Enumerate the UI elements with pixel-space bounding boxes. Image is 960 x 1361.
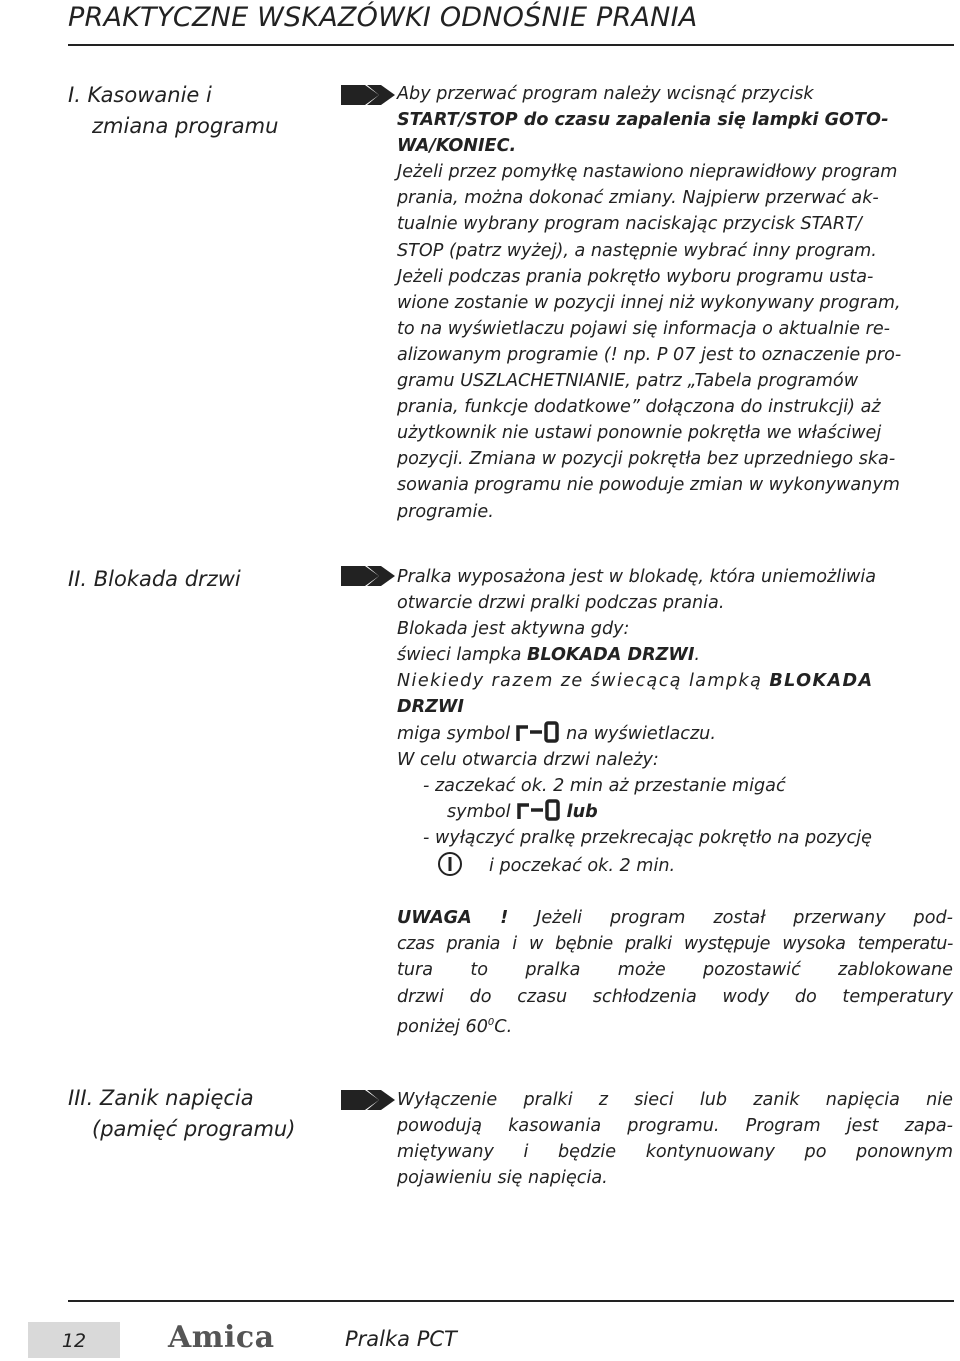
- text-line: Jeżeli przez pomyłkę nastawiono nieprawidłowy program: [397, 162, 898, 183]
- text-line: świeci lampka BLOKADA DRZWI.: [397, 645, 700, 666]
- section-1-label-line-2: zmiana programu: [92, 114, 279, 138]
- text-line: Blokada jest aktywna gdy:: [397, 619, 630, 640]
- text-line: użytkownik nie ustawi ponownie pokrętła we właściwej: [397, 423, 882, 444]
- text-line: DRZWI: [397, 697, 464, 718]
- double-arrow-icon: [341, 85, 395, 105]
- warning-line: UWAGA ! Jeżeli program został przerwany pod-: [397, 908, 953, 929]
- text-line: STOP (patrz wyżej), a następnie wybrać inny program.: [397, 240, 877, 261]
- section-2-label-line-1: II. Blokada drzwi: [68, 567, 241, 591]
- text-line: START/STOP do czasu zapalenia się lampki GOTO-: [397, 110, 889, 131]
- text-line: otwarcie drzwi pralki podczas prania.: [397, 593, 725, 614]
- text-line: pozycji. Zmiana w pozycji pokrętła bez uprzedniego ska-: [397, 449, 896, 470]
- section-3-label-line-2: (pamięć programu): [92, 1117, 296, 1141]
- section-label-3: [68, 1083, 295, 1145]
- text-line: powodują kasowania programu. Program jest zapa-: [397, 1116, 953, 1137]
- warning-line: poniżej $60^0C$.: [397, 1016, 513, 1037]
- warning-line: czas prania i w bębnie pralki występuje wysoka temperatu-: [397, 934, 953, 955]
- text-line: Aby przerwać program należy wcisnąć przycisk: [397, 84, 814, 104]
- text-line: alizowanym programie (! np. P 07 jest to oznaczenie pro-: [397, 344, 902, 365]
- off-position-icon: [437, 851, 463, 877]
- section-3-text: [397, 1087, 953, 1191]
- text-line: programie.: [397, 501, 494, 522]
- text-line: Wyłączenie pralki z sieci lub zanik napięcia nie: [397, 1090, 953, 1110]
- spacer: [397, 879, 953, 905]
- text-line: miętywany i będzie kontynuowany po ponownym: [397, 1142, 953, 1163]
- text-line: to na wyświetlaczu pojawi się informacja o aktualnie re-: [397, 318, 891, 339]
- text-line: symbol lub: [397, 799, 953, 825]
- text-line: prania, funkcje dodatkowe” dołączona do instrukcji) aż: [397, 397, 881, 418]
- warning-line: drzwi do czasu schłodzenia wody do temperatury: [397, 986, 953, 1007]
- door-lock-symbol-icon: [516, 721, 560, 743]
- brand-logo: Amica: [168, 1320, 275, 1355]
- text-line: Jeżeli podczas prania pokrętło wyboru programu usta-: [397, 266, 874, 287]
- text-line: W celu otwarcia drzwi należy:: [397, 749, 659, 770]
- double-arrow-icon: [341, 1090, 395, 1110]
- warning-line: tura to pralka może pozostawić zablokowane: [397, 960, 953, 981]
- page-title: PRAKTYCZNE WSKAZÓWKI ODNOŚNIE PRANIA: [68, 2, 698, 33]
- text-line: - wyłączyć pralkę przekrecając pokrętło na pozycję: [423, 827, 872, 848]
- product-name: Pralka PCT: [345, 1327, 457, 1351]
- text-line: WA/KONIEC.: [397, 136, 517, 157]
- text-line: - zaczekać ok. 2 min aż przestanie migać: [423, 775, 786, 796]
- text-line: sowania programu nie powoduje zmian w wykonywanym: [397, 475, 900, 496]
- text-line: prania, można dokonać zmiany. Najpierw przerwać ak-: [397, 188, 879, 209]
- text-line: tualnie wybrany program naciskając przycisk START/: [397, 214, 862, 235]
- text-line: pojawieniu się napięcia.: [397, 1168, 608, 1189]
- text-line: Pralka wyposażona jest w blokadę, która uniemożliwia: [397, 567, 877, 587]
- section-label-2: [68, 564, 241, 595]
- section-3-label-line-1: III. Zanik napięcia: [68, 1086, 254, 1110]
- section-1-text: [397, 81, 953, 525]
- section-label-1: [68, 80, 278, 142]
- section-2-text: [397, 564, 953, 1040]
- page-number: 12: [28, 1322, 120, 1358]
- text-line: i poczekać ok. 2 min.: [397, 851, 953, 879]
- section-1-label-line-1: I. Kasowanie i: [68, 83, 212, 107]
- footer-rule: [68, 1300, 954, 1302]
- text-line: wione zostanie w pozycji innej niż wykonywany program,: [397, 292, 901, 313]
- double-arrow-icon: [341, 566, 395, 586]
- door-lock-symbol-icon: [517, 799, 561, 821]
- title-rule: [68, 44, 954, 46]
- text-line: gramu USZLACHETNIANIE, patrz „Tabela programów: [397, 371, 859, 392]
- text-line: miga symbol na wyświetlaczu.: [397, 721, 953, 747]
- text-line: Niekiedy razem ze świecącą lampką BLOKADA: [397, 671, 874, 692]
